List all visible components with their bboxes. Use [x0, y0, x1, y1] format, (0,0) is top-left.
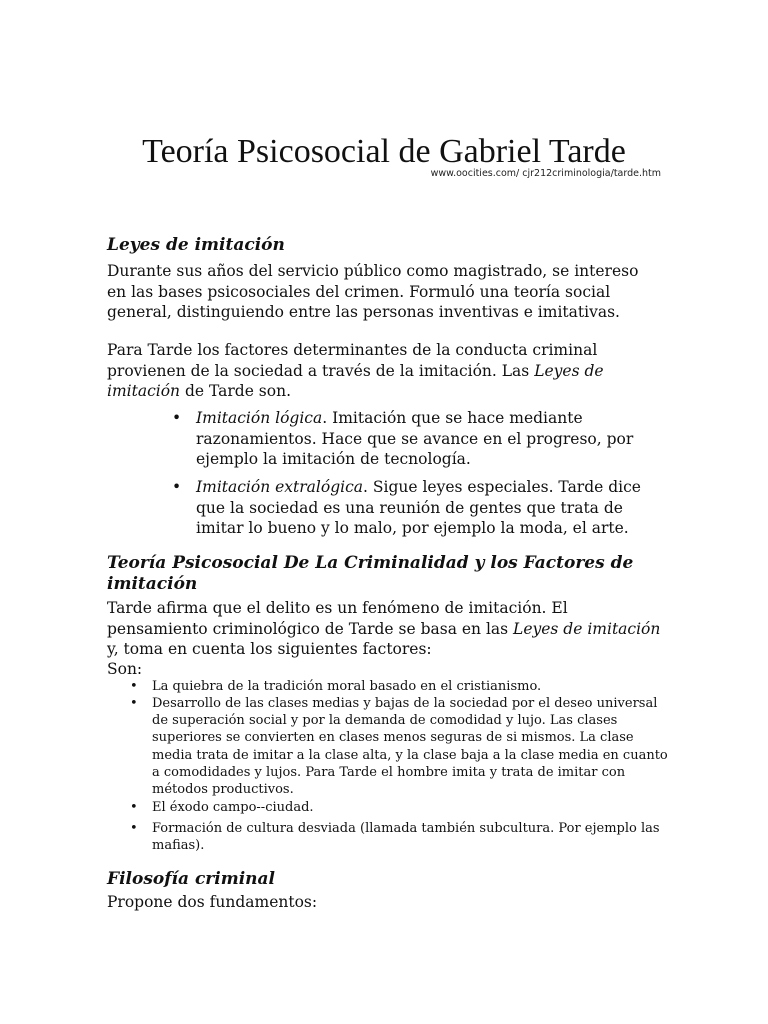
- bullet-text: . Sigue leyes especiales. Tarde dice que la sociedad es una reunión de gentes que trata de imitar lo bueno y lo malo, por ejemplo la moda, el arte.: [196, 478, 641, 537]
- emphasis-leyes-de-imitacion: Leyes de imitación: [107, 361, 604, 400]
- list-item-text: El éxodo campo--ciudad.: [152, 800, 314, 815]
- label-son: Son:: [107, 660, 143, 678]
- list-item-exodo: [130, 799, 672, 816]
- paragraph-text: Para Tarde los factores determinantes de la conducta criminal provienen de la sociedad a través de la imitación. Las: [107, 341, 598, 380]
- list-item-quiebra-tradicion: [130, 678, 672, 695]
- bullet-icon: •: [130, 696, 138, 711]
- bullet-term: Imitación extralógica: [196, 478, 364, 496]
- list-item-desarrollo-clases: [130, 695, 672, 798]
- paragraph-fundamentos: Propone dos fundamentos:: [107, 893, 318, 911]
- section-heading-filosofia-criminal: Filosofía criminal: [107, 869, 275, 889]
- bullet-icon: •: [172, 478, 182, 496]
- paragraph-text: de Tarde son.: [180, 382, 291, 400]
- bullet-imitacion-logica: [172, 408, 666, 470]
- list-item-text: Desarrollo de las clases medias y bajas de la sociedad por el deseo universal de superación social y por la demanda de comodidad y lujo. Las clases superiores se convierten en clases menos seguras de si mismos. La clase media trata de imitar a la clase alta, y la clase baja a la clase media en cuanto a comodidades y lujos. Para Tarde el hombre imita y trata de imitar con métodos productivos.: [152, 696, 668, 798]
- document-title: Teoría Psicosocial de Gabriel Tarde: [142, 133, 626, 170]
- section-heading-leyes-de-imitacion: Leyes de imitación: [107, 235, 285, 255]
- paragraph-factores-determinantes: [107, 340, 662, 402]
- list-item-text: La quiebra de la tradición moral basado en el cristianismo.: [152, 679, 542, 694]
- bullet-icon: •: [130, 800, 138, 815]
- bullet-term: Imitación lógica: [196, 409, 323, 427]
- section-heading-teoria-psicosocial: Teoría Psicosocial De La Criminalidad y los Factores de imitación: [107, 553, 634, 594]
- paragraph-text: y, toma en cuenta los siguientes factores:: [107, 640, 432, 658]
- paragraph-delito-imitacion: [107, 598, 662, 660]
- source-url: www.oocities.com/ cjr212criminologia/tarde.htm: [430, 168, 661, 179]
- bullet-text: . Imitación que se hace mediante razonamientos. Hace que se avance en el progreso, por ejemplo la imitación de tecnología.: [196, 409, 634, 468]
- paragraph-servicio-publico: Durante sus años del servicio público como magistrado, se intereso en las bases psicosociales del crimen. Formuló una teoría social general, distinguiendo entre las personas inventivas e imitativas.: [107, 262, 639, 321]
- bullet-icon: •: [130, 821, 138, 836]
- bullet-icon: •: [130, 679, 138, 694]
- paragraph-text: Tarde afirma que el delito es un fenómeno de imitación. El pensamiento criminológico de Tarde se basa en las: [107, 599, 568, 638]
- bullet-icon: •: [172, 409, 182, 427]
- list-item-text: Formación de cultura desviada (llamada también subcultura. Por ejemplo las mafias).: [152, 821, 660, 854]
- bullet-imitacion-extralogica: [172, 477, 666, 539]
- list-item-cultura-desviada: [130, 820, 672, 854]
- emphasis-leyes-de-imitacion: Leyes de imitación: [513, 619, 661, 638]
